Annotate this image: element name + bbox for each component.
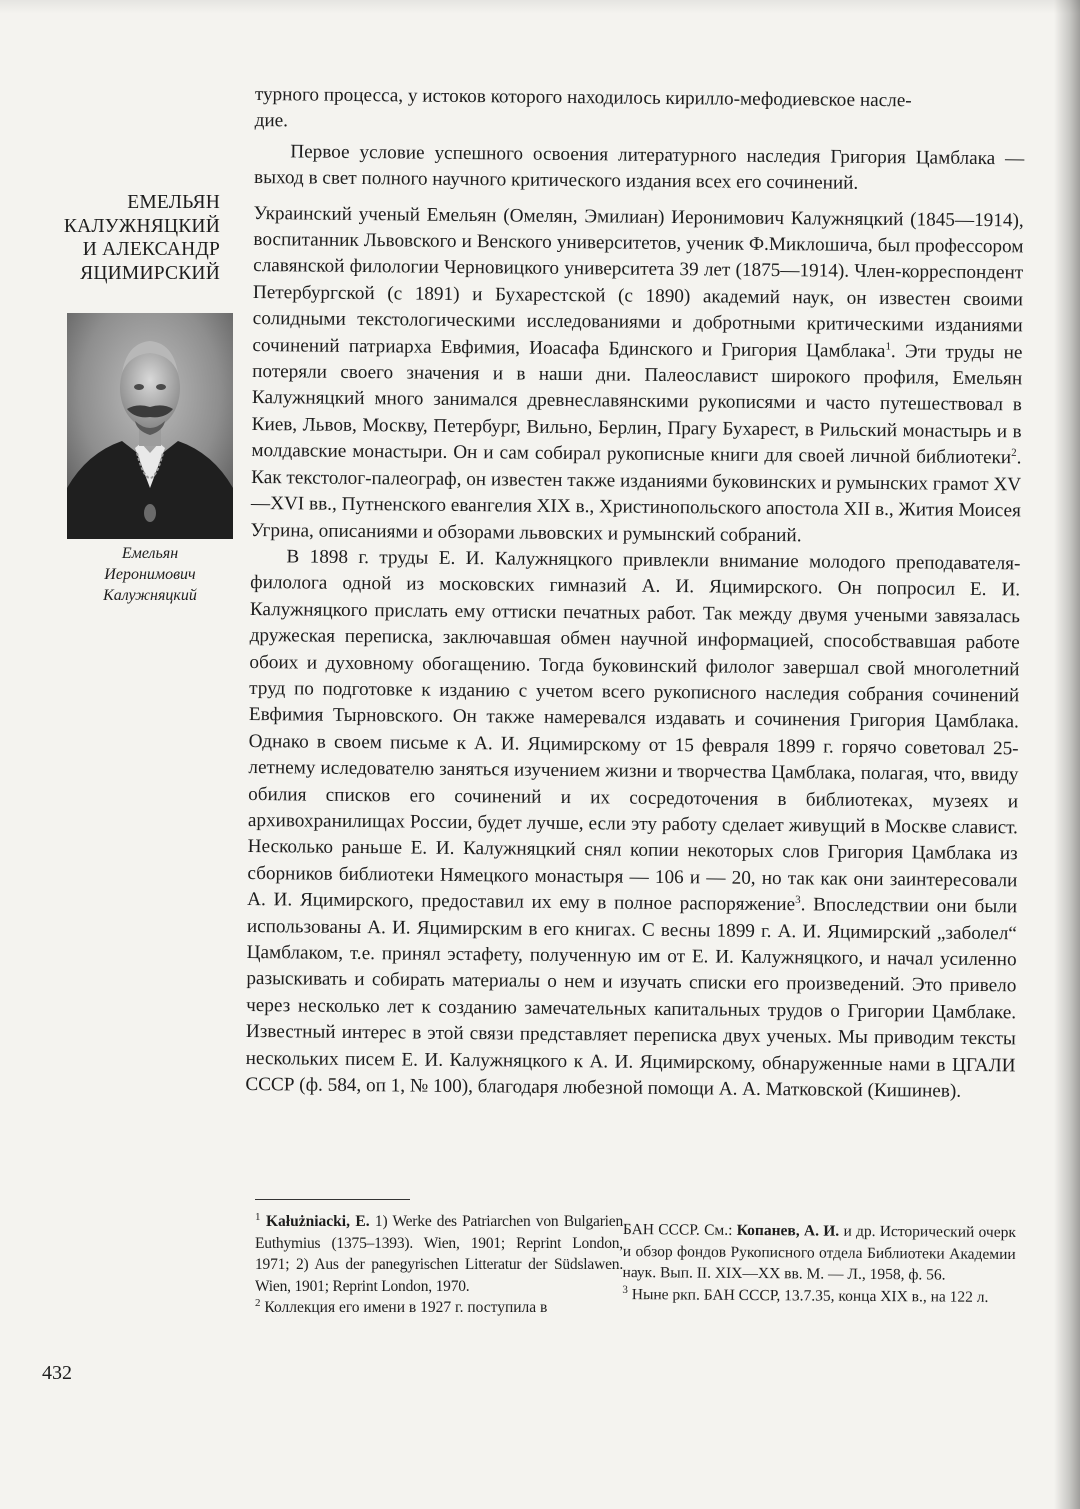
section-heading: ЕМЕЛЬЯН КАЛУЖНЯЦКИЙ И АЛЕКСАНДР ЯЦИМИРСКИЙ — [63, 192, 220, 284]
footnote-ref-2[interactable]: 2 — [1011, 447, 1017, 460]
scan-gutter-shadow — [1054, 0, 1080, 1509]
footnote-ref-1[interactable]: 1 — [885, 340, 892, 353]
footnote-1: $^1$ Kałużniacki, E. 1) Werke des Patriarchen von Bulgarien Euthymius (1375–1393). Wien, 1901; Reprint London, 1971; 2) Aus der panegyrischen Litteratur der Südslawen. Wien, 1901; Reprint London, 1970. — [255, 1210, 624, 1295]
body-paragraph-2: В 1898 г. труды Е. И. Калужняцкого привлекли внимание молодого преподавателя-филолога одной из московских гимназий А. И. Яцимирского. Он попросил Е. И. Калужняцкого прислать ему оттиски печатных работ. Так между двумя учеными завязалась дружеская переписка, заключавшая обмен научной информацией, способствавшая работе обоих и духовному обогащению. Тогда буковинский филолог завершал свой многолетний труд по подготовке к изданию с учетом всего рукописного наследия собрания сочинений Евфимия Тырновского. Он также намеревался издавать и сочинения Григория Цамблака. Однако в своем письме к А. И. Яцимирскому от 15 февраля 1899 г. горячо советовал 25-летнему иследователю заняться изучением жизни и творчества Цамблака, полагая, что, ввиду обилия списков его сочинений и их сосредоточения в библиотеках, музеях и архивохранилищах России, будет лучше, если эту работу сделает живущий в Москве славист. Несколько раньше Е. И. Калужняцкий снял копии некоторых слов Григория Цамблака из сборников библиотеки Нямецкого монастыря — 106 и — 20, но так как они заинтересовали А. И. Яцимирского, предоставил их ему в полное распоряжение$^3$. Впоследствии они были использованы А. И. Яцимирским в его книгах. С весны 1899 г. А. И. Яцимирский „заболел“ Цамблаком, т.е. принял эстафету, полученную им от Е. И. Калужняцкого, и начал усиленно разыскивать и собирать материалы о нем и изучать списки его произведений. Это привело через несколько лет к созданию замечательных капитальных трудов о Григории Цамблаке. Известный интерес в этой связи представляет переписка двух ученых. Мы приводим тексты нескольких писем Е. И. Калужняцкого к А. И. Яцимирскому, обнаруженные нами в ЦГАЛИ СССР (ф. 584, оп 1, № 100), благодаря любезной помощи А. А. Матковской (Кишинев). — [245, 546, 1021, 1102]
body-paragraph-1: Украинский ученый Емельян (Омелян, Эмилиан) Иеронимович Калужняцкий (1845—1914), воспитанник Львовского и Венского университетов, ученик Ф.Миклошича, был профессором славянской филологии Черновицкого университета 39 лет (1875—1914). Член-корреспондент Петербургской (с 1891) и Бухарестской (с 1890) академий наук, он известен своими солидными текстологическими исследованиями и добротными критическими изданиями сочинений патриарха Евфимия, Иоасафа Бдинского и Григория Цамблака$^1$. Эти труды не потеряли своего значения и в наши дни. Палеославист широкого профиля, Емельян Калужняцкий много занимался древнеславянскими рукописями и часто путешествовал в Киев, Львов, Москву, Петербург, Вильно, Берлин, Прагу Бухарест, в Рильский монастырь и в молдавские монастыри. Он и сам собирал рукописные книги для своей личной библиотеки$^2$. Как текстолог-палеограф, он известен также изданиями буковинских и румынских грамот XV—XVI вв., Путненского евангелия XIX в., Христинопольского апостола XII в., Жития Моисея Угрина, описаниями и обзорами львовских и румынский собраний. — [250, 202, 1024, 546]
footnote-2-continued: БАН СССР. См.: Копанев, А. И. и др. Исторический очерк и обзор фондов Рукописного отдела Библиотеки Академии наук. Вып. II. XIX—XX вв. М. — Л., 1958, ф. 56. — [622, 1220, 1016, 1284]
intro-line: турного процесса, у истоков которого находилось кирилло-мефодиевское насле- дие. — [254, 83, 912, 132]
footnotes-left-column — [255, 1211, 623, 1319]
portrait-photo — [67, 313, 233, 539]
page-number: 432 — [42, 1362, 72, 1384]
portrait-caption: Емельян Иеронимович Калужняцкий — [103, 545, 197, 604]
footnote-ref-3[interactable]: 3 — [795, 894, 801, 907]
intro-paragraph: Первое условие успешного освоения литературного наследия Григория Цамблака — выход в свет полного научного критического издания всех его сочинений. — [253, 141, 1025, 195]
footnote-2: $^2$ Коллекция его имени в 1927 г. поступила в — [255, 1296, 548, 1316]
main-text-column — [245, 82, 1025, 1106]
scan-shadow-top — [0, 0, 1080, 14]
footnotes-right-column — [622, 1219, 1016, 1308]
footnote-rule — [255, 1199, 410, 1200]
footnote-3: $^3$ Ныне ркп. БАН СССР, 13.7.35, конца XIX в., на 122 л. — [622, 1283, 989, 1306]
